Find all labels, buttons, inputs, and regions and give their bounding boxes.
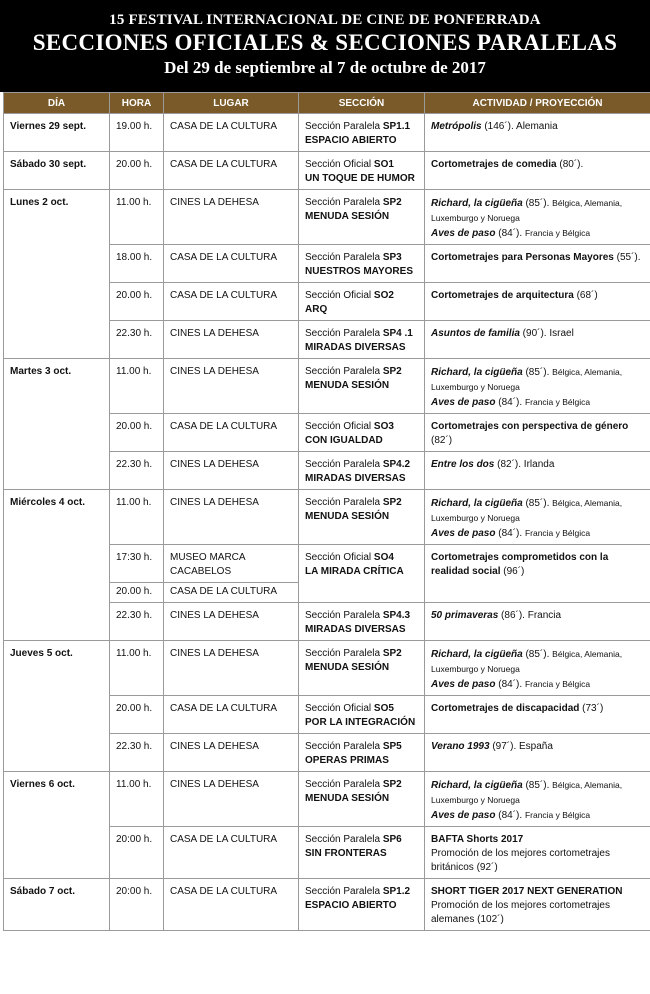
film-countries: Bélgica, Alemania, Luxemburgo y Noruega [431,498,623,523]
place-cell: CINES LA DEHESA [164,452,299,490]
time-cell: 20.00 h. [110,152,164,190]
film-countries: Bélgica, Alemania, Luxemburgo y Noruega [431,367,623,392]
film-title: Aves de paso [431,397,496,408]
festival-title: 15 FESTIVAL INTERNACIONAL DE CINE DE PONFERRADA [109,12,541,28]
film-countries: Francia y Bélgica [524,228,591,238]
section-cell [299,152,425,190]
film-info: (84´). [495,810,525,821]
section-type: Sección Oficial [305,552,374,563]
section-type: Sección Paralela [305,779,383,790]
column-header-row [4,93,650,114]
place-cell: CINES LA DEHESA [164,359,299,414]
section-name: MIRADAS DIVERSAS [305,473,406,484]
time-cell: 11.00 h. [110,490,164,545]
film-info: (82´). Irlanda [494,459,555,470]
film-title: Richard, la cigüeña [431,649,523,660]
day-cell: Martes 3 oct. [4,359,110,490]
activity-cell [425,772,650,827]
film-countries: Francia y Bélgica [524,528,591,538]
film-info: (85´). [522,198,553,209]
section-name: MIRADAS DIVERSAS [305,624,406,635]
section-name: MENUDA SESIÓN [305,793,390,804]
film-title: Aves de paso [431,679,496,690]
section-type: Sección Paralela [305,886,383,897]
time-cell: 18.00 h. [110,245,164,283]
time-cell: 11.00 h. [110,772,164,827]
film-info: (84´). [495,679,525,690]
column-header-lugar: LUGAR [164,93,299,114]
activity-title: Cortometrajes de discapacidad [431,703,580,714]
film-info: (85´). [522,649,553,660]
film-countries: Francia y Bélgica [524,679,591,689]
film-info: (146´). Alemania [481,121,558,132]
section-code: SP2 [382,366,402,377]
section-cell [299,696,425,734]
activity-cell [425,490,650,545]
day-cell: Sábado 30 sept. [4,152,110,190]
section-type: Sección Oficial [305,421,374,432]
section-cell [299,490,425,545]
column-header-hora: HORA [110,93,164,114]
activity-cell [425,283,650,321]
time-cell: 11.00 h. [110,641,164,696]
section-cell [299,879,425,931]
place-cell: CINES LA DEHESA [164,490,299,545]
film-countries: Bélgica, Alemania, Luxemburgo y Noruega [431,649,623,674]
film-info: (84´). [495,397,525,408]
day-cell: Viernes 29 sept. [4,114,110,152]
table-row [4,490,650,545]
section-code: SP2 [382,197,402,208]
film-title: Richard, la cigüeña [431,198,523,209]
activity-description: Promoción de los mejores cortometrajes británicos (92´) [431,848,610,873]
section-cell [299,734,425,772]
place-cell: CASA DE LA CULTURA [164,879,299,931]
activity-cell [425,359,650,414]
section-type: Sección Paralela [305,366,383,377]
section-type: Sección Paralela [305,610,383,621]
film-info: (97´). España [489,741,553,752]
film-title: Richard, la cigüeña [431,367,523,378]
section-type: Sección Paralela [305,252,383,263]
section-cell [299,321,425,359]
section-type: Sección Paralela [305,497,383,508]
activity-info: (68´) [573,290,598,301]
section-name: CON IGUALDAD [305,435,383,446]
activity-cell [425,114,650,152]
film-info: (84´). [495,528,525,539]
table-row [4,359,650,414]
place-cell: CASA DE LA CULTURA [164,583,299,603]
time-cell: 22.30 h. [110,452,164,490]
film-title: Richard, la cigüeña [431,498,523,509]
film-info: (90´). Israel [519,328,574,339]
section-type: Sección Paralela [305,197,383,208]
film-info: (85´). [522,498,553,509]
section-cell [299,114,425,152]
film-countries: Francia y Bélgica [524,810,591,820]
section-name: ARQ [305,304,328,315]
activity-title: Cortometrajes de arquitectura [431,290,574,301]
activity-cell [425,545,650,603]
time-cell: 11.00 h. [110,359,164,414]
place-cell: CINES LA DEHESA [164,321,299,359]
place-cell: CASA DE LA CULTURA [164,827,299,879]
section-code: SP4 .1 [382,328,413,339]
time-cell: 20.00 h. [110,583,164,603]
place-cell: CASA DE LA CULTURA [164,152,299,190]
section-type: Sección Paralela [305,648,383,659]
time-cell: 20:00 h. [110,827,164,879]
activity-cell [425,321,650,359]
film-title: Metrópolis [431,121,482,132]
date-range: Del 29 de septiembre al 7 de octubre de 2017 [164,58,486,77]
place-cell: CASA DE LA CULTURA [164,414,299,452]
section-name: POR LA INTEGRACIÓN [305,717,416,728]
section-code: SO2 [373,290,394,301]
sections-title: SECCIONES OFICIALES & SECCIONES PARALELAS [32,30,618,55]
section-name: MENUDA SESIÓN [305,211,390,222]
activity-cell [425,245,650,283]
section-code: SP2 [382,497,402,508]
section-type: Sección Paralela [305,121,383,132]
activity-title: SHORT TIGER 2017 NEXT GENERATION [431,886,623,897]
section-code: SP4.2 [382,459,411,470]
film-title: Richard, la cigüeña [431,780,523,791]
film-title: Aves de paso [431,228,496,239]
activity-cell [425,827,650,879]
section-type: Sección Paralela [305,459,383,470]
section-cell [299,190,425,245]
section-code: SP1.1 [382,121,411,132]
section-type: Sección Paralela [305,328,383,339]
film-title: Asuntos de familia [431,328,520,339]
section-cell [299,772,425,827]
activity-title: Cortometrajes para Personas Mayores [431,252,614,263]
film-countries: Bélgica, Alemania, Luxemburgo y Noruega [431,198,623,223]
film-title: Entre los dos [431,459,495,470]
activity-title: Cortometrajes comprometidos con la realidad social [431,552,609,577]
section-name: ESPACIO ABIERTO [305,900,397,911]
activity-info: (80´). [556,159,584,170]
activity-title: Cortometrajes con perspectiva de género [431,421,629,432]
section-code: SO5 [373,703,394,714]
activity-cell [425,190,650,245]
table-row [4,772,650,827]
film-title: 50 primaveras [431,610,499,621]
film-title: Aves de paso [431,810,496,821]
activity-title: BAFTA Shorts 2017 [431,834,524,845]
activity-info: (82´) [431,435,453,446]
activity-cell [425,879,650,931]
section-code: SO4 [373,552,394,563]
day-cell: Miércoles 4 oct. [4,490,110,641]
place-cell: CASA DE LA CULTURA [164,114,299,152]
section-name: ESPACIO ABIERTO [305,135,397,146]
column-header-seccion: SECCIÓN [299,93,425,114]
place-cell: CINES LA DEHESA [164,190,299,245]
place-cell: CASA DE LA CULTURA [164,696,299,734]
film-countries: Bélgica, Alemania, Luxemburgo y Noruega [431,780,623,805]
section-code: SO3 [373,421,394,432]
section-code: SO1 [373,159,394,170]
section-cell [299,245,425,283]
activity-info: (96´) [500,566,525,577]
section-code: SP4.3 [382,610,411,621]
column-header-dia: DÍA [4,93,110,114]
festival-header [0,0,650,92]
time-cell: 20.00 h. [110,283,164,321]
place-cell: CINES LA DEHESA [164,772,299,827]
film-info: (84´). [495,228,525,239]
film-info: (85´). [522,780,553,791]
section-name: MIRADAS DIVERSAS [305,342,406,353]
place-cell: CINES LA DEHESA [164,734,299,772]
place-cell: CASA DE LA CULTURA [164,283,299,321]
time-cell: 11.00 h. [110,190,164,245]
section-cell [299,641,425,696]
time-cell: 22.30 h. [110,321,164,359]
place-cell: CINES LA DEHESA [164,641,299,696]
activity-description: Promoción de los mejores cortometrajes alemanes (102´) [431,900,610,925]
schedule-table [3,92,650,931]
section-cell [299,603,425,641]
section-type: Sección Oficial [305,159,374,170]
section-type: Sección Paralela [305,834,383,845]
film-info: (85´). [522,367,553,378]
section-code: SP6 [382,834,402,845]
activity-info: (73´) [579,703,604,714]
place-cell: MUSEO MARCA CACABELOS [164,545,299,583]
time-cell: 17:30 h. [110,545,164,583]
section-cell [299,359,425,414]
time-cell: 20:00 h. [110,879,164,931]
place-cell: CASA DE LA CULTURA [164,245,299,283]
section-cell [299,545,425,603]
place-cell: CINES LA DEHESA [164,603,299,641]
table-row [4,641,650,696]
activity-cell [425,452,650,490]
table-row [4,114,650,152]
section-code: SP1.2 [382,886,411,897]
film-title: Aves de paso [431,528,496,539]
section-type: Sección Paralela [305,741,383,752]
activity-title: Cortometrajes de comedia [431,159,557,170]
table-row [4,190,650,245]
section-type: Sección Oficial [305,290,374,301]
activity-cell [425,696,650,734]
section-name: UN TOQUE DE HUMOR [305,173,415,184]
film-countries: Francia y Bélgica [524,397,591,407]
section-cell [299,414,425,452]
section-name: LA MIRADA CRÍTICA [305,566,404,577]
section-code: SP2 [382,648,402,659]
activity-cell [425,414,650,452]
time-cell: 20.00 h. [110,414,164,452]
film-title: Verano 1993 [431,741,490,752]
section-code: SP3 [382,252,402,263]
activity-cell [425,734,650,772]
section-code: SP5 [382,741,402,752]
table-row [4,152,650,190]
day-cell: Jueves 5 oct. [4,641,110,772]
activity-cell [425,603,650,641]
section-name: MENUDA SESIÓN [305,662,390,673]
section-name: MENUDA SESIÓN [305,511,390,522]
day-cell: Sábado 7 oct. [4,879,110,931]
section-name: SIN FRONTERAS [305,848,387,859]
time-cell: 20.00 h. [110,696,164,734]
film-info: (86´). Francia [498,610,562,621]
section-code: SP2 [382,779,402,790]
day-cell: Lunes 2 oct. [4,190,110,359]
section-name: OPERAS PRIMAS [305,755,389,766]
activity-cell [425,152,650,190]
section-cell [299,827,425,879]
section-name: MENUDA SESIÓN [305,380,390,391]
time-cell: 22.30 h. [110,603,164,641]
column-header-actividad: ACTIVIDAD / PROYECCIÓN [425,93,650,114]
section-cell [299,452,425,490]
section-cell [299,283,425,321]
table-row [4,879,650,931]
time-cell: 19.00 h. [110,114,164,152]
section-type: Sección Oficial [305,703,374,714]
section-name: NUESTROS MAYORES [305,266,413,277]
time-cell: 22.30 h. [110,734,164,772]
day-cell: Viernes 6 oct. [4,772,110,879]
activity-cell [425,641,650,696]
activity-info: (55´). [613,252,641,263]
